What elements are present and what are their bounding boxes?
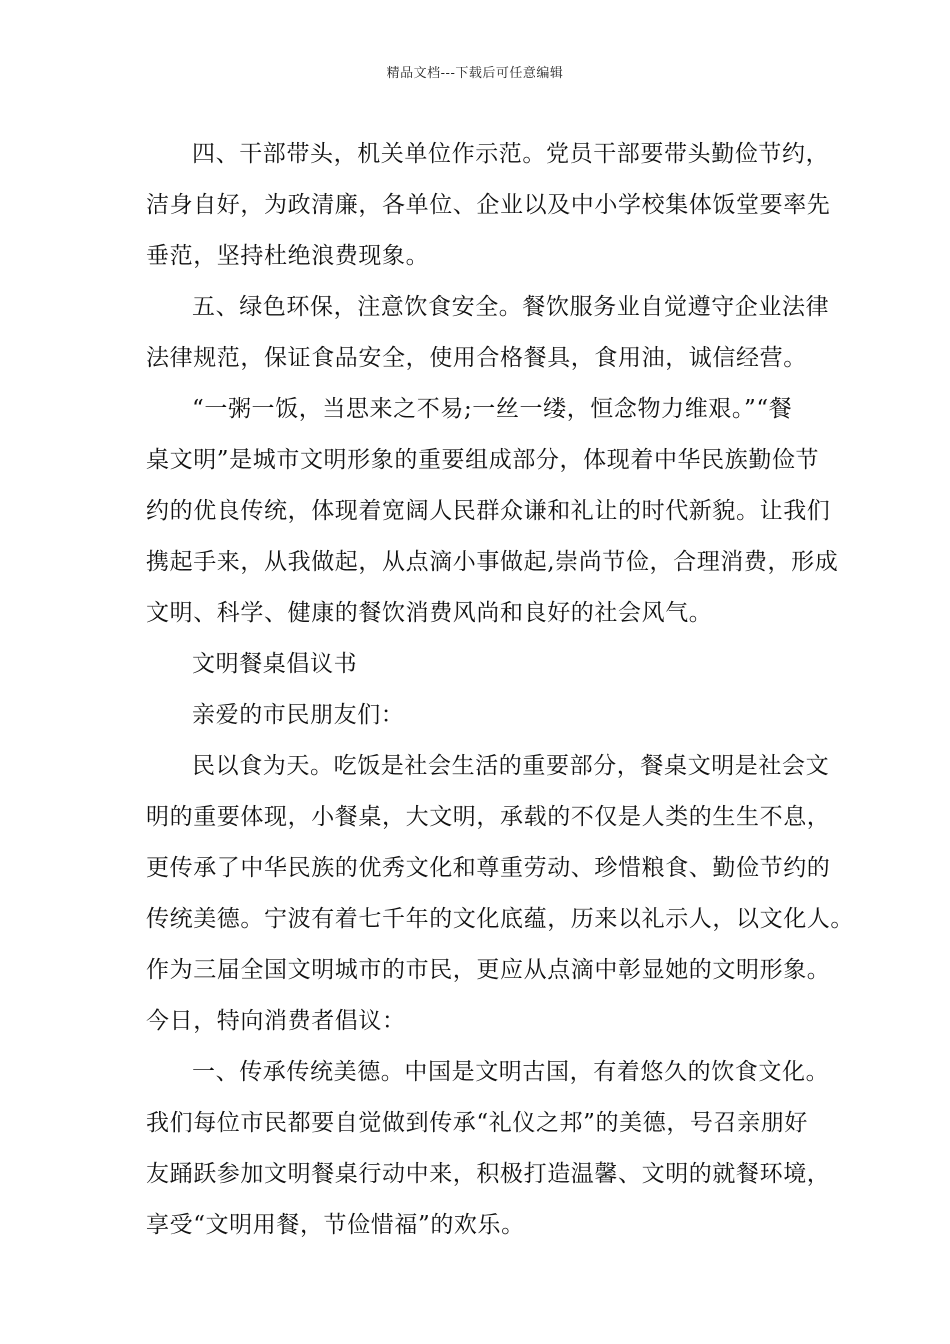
text-line: 携起手来，从我做起，从点滴小事做起,崇尚节俭，合理消费，形成 (146, 549, 839, 575)
text-line: 作为三届全国文明城市的市民，更应从点滴中彰显她的文明形象。 (146, 957, 831, 983)
page-header: 精品文档---下载后可任意编辑 (386, 66, 564, 81)
text-line: 洁身自好，为政清廉，各单位、企业以及中小学校集体饭堂要率先 (146, 192, 831, 218)
text-line: 法律规范，保证食品安全，使用合格餐具，食用油，诚信经营。 (146, 345, 807, 371)
text-line: 享受“文明用餐，节俭惜福”的欢乐。 (146, 1212, 525, 1238)
text-line: 我们每位市民都要自觉做到传承“礼仪之邦”的美德，号召亲朋好 (146, 1110, 808, 1136)
document-body (146, 129, 854, 1251)
text-line: 一、传承传统美德。中国是文明古国，有着悠久的饮食文化。 (192, 1059, 830, 1085)
text-line: 友踊跃参加文明餐桌行动中来，积极打造温馨、文明的就餐环境， (146, 1161, 831, 1187)
text-line: 桌文明”是城市文明形象的重要组成部分，体现着中华民族勤俭节 (146, 447, 820, 473)
text-line: 更传承了中华民族的优秀文化和尊重劳动、珍惜粮食、勤俭节约的 (146, 855, 831, 881)
text-line: 民以食为天。吃饭是社会生活的重要部分，餐桌文明是社会文 (192, 753, 830, 779)
text-line: 四、干部带头，机关单位作示范。党员干部要带头勤俭节约， (192, 141, 830, 167)
text-line: 垂范，坚持杜绝浪费现象。 (146, 243, 430, 269)
text-line: 明的重要体现，小餐桌，大文明，承载的不仅是人类的生生不息， (146, 804, 831, 830)
text-line: 文明、科学、健康的餐饮消费风尚和良好的社会风气。 (146, 600, 713, 626)
text-line: 约的优良传统，体现着宽阔人民群众谦和礼让的时代新貌。让我们 (146, 498, 831, 524)
salutation: 亲爱的市民朋友们： (192, 702, 405, 728)
section-title: 文明餐桌倡议书 (192, 651, 358, 677)
text-line: 五、绿色环保，注意饮食安全。餐饮服务业自觉遵守企业法律 (192, 294, 830, 320)
text-line: “一粥一饭，当思来之不易;一丝一缕，恒念物力维艰。”“餐 (192, 396, 793, 422)
text-line: 今日，特向消费者倡议： (146, 1008, 406, 1034)
text-line: 传统美德。宁波有着七千年的文化底蕴，历来以礼示人，以文化人。 (146, 906, 854, 932)
